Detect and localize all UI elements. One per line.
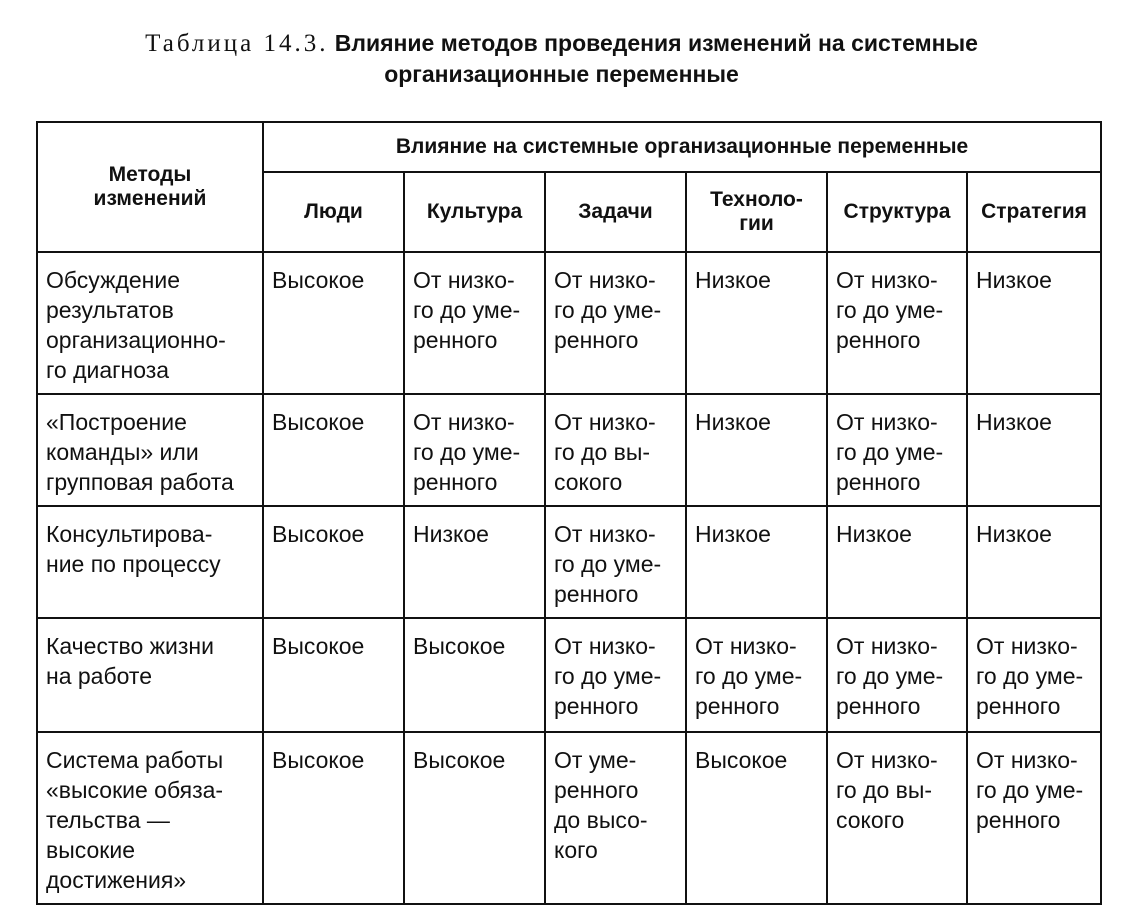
row-method: Обсуждение результатов организационно- го диагноза [37,252,263,394]
table-row [37,732,1101,904]
caption-prefix: Таблица 14.3. [145,30,329,57]
cell-structure: От низко- го до уме- ренного [827,394,967,506]
cell-technology: Низкое [686,252,827,394]
row-method: Качество жизни на работе [37,618,263,732]
header-methods-label: Методы изменений [93,163,207,210]
cell-culture: Высокое [404,618,545,732]
cell-people: Высокое [263,252,404,394]
cell-strategy: Низкое [967,394,1101,506]
cell-culture: От низко- го до уме- ренного [404,252,545,394]
header-impact-group: Влияние на системные организационные переменные [263,122,1101,172]
row-method: Консультирова- ние по процессу [37,506,263,618]
cell-culture: Низкое [404,506,545,618]
cell-structure: От низко- го до уме- ренного [827,618,967,732]
caption-title-line-2: организационные переменные [384,61,739,87]
cell-technology: Низкое [686,506,827,618]
cell-tasks: От уме- ренного до высо- кого [545,732,686,904]
table-row [37,252,1101,394]
header-col-strategy: Стратегия [967,172,1101,252]
cell-culture: От низко- го до уме- ренного [404,394,545,506]
header-col-culture: Культура [404,172,545,252]
header-methods [37,122,263,252]
row-method: Система работы «высокие обяза- тельства — высокие достижения» [37,732,263,904]
cell-structure: Низкое [827,506,967,618]
header-col-technology: Техноло- гии [686,172,827,252]
cell-tasks: От низко- го до уме- ренного [545,252,686,394]
cell-technology: От низко- го до уме- ренного [686,618,827,732]
cell-people: Высокое [263,618,404,732]
cell-structure: От низко- го до уме- ренного [827,252,967,394]
table-row [37,394,1101,506]
header-col-people: Люди [263,172,404,252]
cell-tasks: От низко- го до вы- сокого [545,394,686,506]
caption-title-line-1: Влияние методов проведения изменений на системные [334,30,978,56]
header-col-tasks: Задачи [545,172,686,252]
cell-technology: Низкое [686,394,827,506]
cell-tasks: От низко- го до уме- ренного [545,618,686,732]
cell-people: Высокое [263,506,404,618]
cell-strategy: Низкое [967,252,1101,394]
cell-culture: Высокое [404,732,545,904]
cell-technology: Высокое [686,732,827,904]
cell-strategy: Низкое [967,506,1101,618]
header-col-structure: Структура [827,172,967,252]
table-row [37,618,1101,732]
caption-line-1 [0,28,1123,59]
table-row [37,506,1101,618]
cell-people: Высокое [263,732,404,904]
row-method: «Построение команды» или групповая работа [37,394,263,506]
impact-table [36,121,1102,905]
cell-structure: От низко- го до вы- сокого [827,732,967,904]
cell-tasks: От низко- го до уме- ренного [545,506,686,618]
cell-people: Высокое [263,394,404,506]
table-caption [0,28,1123,89]
cell-strategy: От низко- го до уме- ренного [967,618,1101,732]
cell-strategy: От низко- го до уме- ренного [967,732,1101,904]
